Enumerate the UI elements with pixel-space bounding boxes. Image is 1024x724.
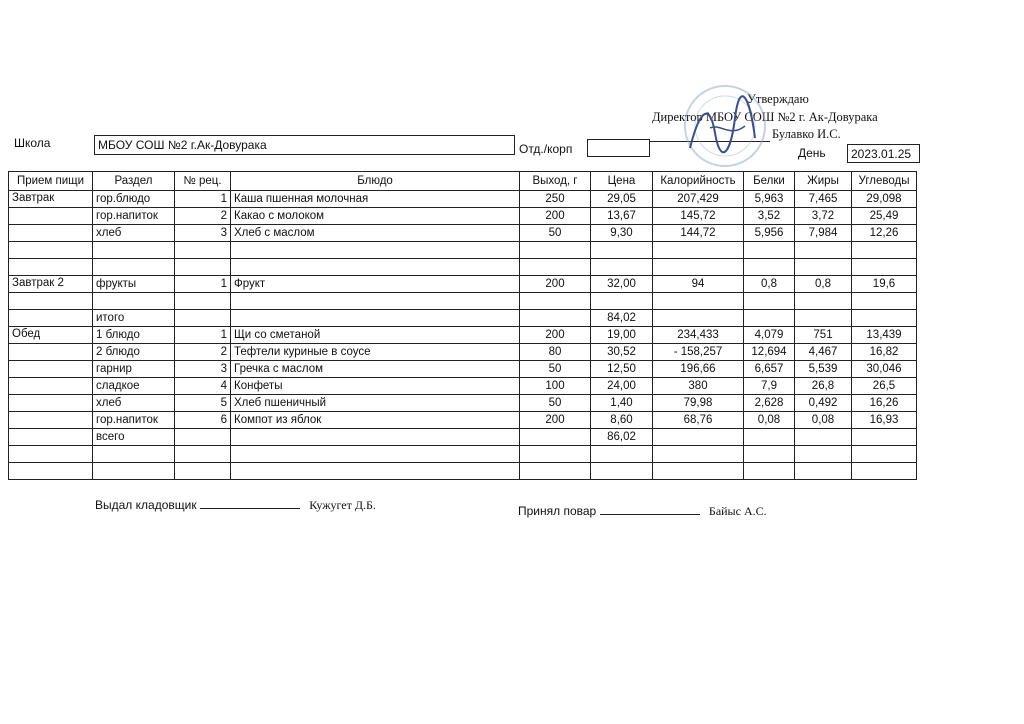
carbs-cell xyxy=(852,429,917,446)
output-cell xyxy=(520,463,591,480)
price-cell: 9,30 xyxy=(591,225,653,242)
proteins-cell: 4,079 xyxy=(744,327,795,344)
section-cell: 2 блюдо xyxy=(93,344,175,361)
carbs-cell: 29,098 xyxy=(852,191,917,208)
calories-cell xyxy=(653,293,744,310)
output-cell xyxy=(520,446,591,463)
recipe-number-cell: 1 xyxy=(175,276,231,293)
dish-cell xyxy=(231,293,520,310)
table-row xyxy=(9,276,917,293)
recipe-number-cell: 3 xyxy=(175,361,231,378)
recipe-number-cell xyxy=(175,293,231,310)
dept-label: Отд./корп xyxy=(519,142,573,156)
dish-cell xyxy=(231,310,520,327)
stamp-signature-icon xyxy=(660,78,780,173)
section-cell xyxy=(93,242,175,259)
recipe-number-cell: 6 xyxy=(175,412,231,429)
recipe-number-cell xyxy=(175,429,231,446)
section-cell xyxy=(93,293,175,310)
output-cell: 50 xyxy=(520,225,591,242)
table-body xyxy=(9,191,917,480)
calories-cell xyxy=(653,259,744,276)
meal-cell xyxy=(9,310,93,327)
meal-cell xyxy=(9,293,93,310)
day-field[interactable]: 2023.01.25 xyxy=(847,144,920,163)
calories-cell: 196,66 xyxy=(653,361,744,378)
section-cell: всего xyxy=(93,429,175,446)
price-cell: 1,40 xyxy=(591,395,653,412)
fats-cell xyxy=(795,463,852,480)
approval-line-3: Булавко И.С. xyxy=(772,127,841,141)
dish-cell: Хлеб с маслом xyxy=(231,225,520,242)
dish-cell: Какао с молоком xyxy=(231,208,520,225)
carbs-cell: 30,046 xyxy=(852,361,917,378)
approval-line-1: Утверждаю xyxy=(747,92,809,106)
table-row xyxy=(9,395,917,412)
col-carbs: Углеводы xyxy=(852,172,917,191)
price-cell xyxy=(591,293,653,310)
meal-cell xyxy=(9,225,93,242)
dish-cell xyxy=(231,446,520,463)
section-cell: гарнир xyxy=(93,361,175,378)
section-cell: 1 блюдо xyxy=(93,327,175,344)
price-cell: 13,67 xyxy=(591,208,653,225)
carbs-cell: 16,93 xyxy=(852,412,917,429)
output-cell xyxy=(520,242,591,259)
meal-cell xyxy=(9,463,93,480)
recipe-number-cell xyxy=(175,242,231,259)
calories-cell: 79,98 xyxy=(653,395,744,412)
fats-cell xyxy=(795,446,852,463)
output-cell: 80 xyxy=(520,344,591,361)
fats-cell: 0,492 xyxy=(795,395,852,412)
fats-cell xyxy=(795,293,852,310)
menu-table xyxy=(8,171,917,480)
proteins-cell xyxy=(744,242,795,259)
meal-cell xyxy=(9,395,93,412)
price-cell: 29,05 xyxy=(591,191,653,208)
proteins-cell xyxy=(744,259,795,276)
fats-cell: 3,72 xyxy=(795,208,852,225)
dish-cell: Фрукт xyxy=(231,276,520,293)
carbs-cell xyxy=(852,446,917,463)
meal-cell xyxy=(9,429,93,446)
output-cell xyxy=(520,429,591,446)
calories-cell xyxy=(653,463,744,480)
recipe-number-cell: 1 xyxy=(175,327,231,344)
output-cell: 50 xyxy=(520,395,591,412)
issued-signature-line xyxy=(200,497,300,509)
proteins-cell xyxy=(744,310,795,327)
calories-cell: 234,433 xyxy=(653,327,744,344)
price-cell: 84,02 xyxy=(591,310,653,327)
fats-cell: 5,539 xyxy=(795,361,852,378)
meal-cell: Завтрак 2 xyxy=(9,276,93,293)
dish-cell xyxy=(231,429,520,446)
proteins-cell: 3,52 xyxy=(744,208,795,225)
col-proteins: Белки xyxy=(744,172,795,191)
meal-cell xyxy=(9,361,93,378)
carbs-cell xyxy=(852,259,917,276)
output-cell: 250 xyxy=(520,191,591,208)
calories-cell xyxy=(653,310,744,327)
carbs-cell: 19,6 xyxy=(852,276,917,293)
output-cell: 100 xyxy=(520,378,591,395)
calories-cell xyxy=(653,429,744,446)
calories-cell: - 158,257 xyxy=(653,344,744,361)
carbs-cell: 25,49 xyxy=(852,208,917,225)
proteins-cell: 5,956 xyxy=(744,225,795,242)
recipe-number-cell xyxy=(175,463,231,480)
issued-by xyxy=(95,497,376,513)
carbs-cell xyxy=(852,293,917,310)
proteins-cell xyxy=(744,293,795,310)
fats-cell: 0,8 xyxy=(795,276,852,293)
meal-cell xyxy=(9,378,93,395)
fats-cell xyxy=(795,259,852,276)
table-row xyxy=(9,310,917,327)
carbs-cell: 13,439 xyxy=(852,327,917,344)
meal-cell xyxy=(9,344,93,361)
calories-cell: 207,429 xyxy=(653,191,744,208)
dept-field[interactable] xyxy=(587,139,650,157)
section-cell: фрукты xyxy=(93,276,175,293)
dish-cell: Гречка с маслом xyxy=(231,361,520,378)
col-recipe: № рец. xyxy=(175,172,231,191)
received-label: Принял повар xyxy=(518,504,597,518)
fats-cell: 7,465 xyxy=(795,191,852,208)
meal-cell xyxy=(9,412,93,429)
fats-cell: 751 xyxy=(795,327,852,344)
fats-cell: 4,467 xyxy=(795,344,852,361)
output-cell: 200 xyxy=(520,208,591,225)
calories-cell xyxy=(653,446,744,463)
dish-cell xyxy=(231,463,520,480)
proteins-cell xyxy=(744,429,795,446)
table-row xyxy=(9,293,917,310)
issued-label: Выдал кладовщик xyxy=(95,498,197,512)
price-cell: 12,50 xyxy=(591,361,653,378)
col-section: Раздел xyxy=(93,172,175,191)
dish-cell: Каша пшенная молочная xyxy=(231,191,520,208)
price-cell xyxy=(591,463,653,480)
price-cell xyxy=(591,446,653,463)
price-cell: 24,00 xyxy=(591,378,653,395)
section-cell: итого xyxy=(93,310,175,327)
recipe-number-cell: 2 xyxy=(175,344,231,361)
issued-name: Кужугет Д.Б. xyxy=(309,498,376,512)
dish-cell: Щи со сметаной xyxy=(231,327,520,344)
table-header-row xyxy=(9,172,917,191)
table-row xyxy=(9,327,917,344)
price-cell: 19,00 xyxy=(591,327,653,344)
col-calories: Калорийность xyxy=(653,172,744,191)
price-cell: 86,02 xyxy=(591,429,653,446)
received-name: Байыс А.С. xyxy=(708,504,767,518)
table-row xyxy=(9,378,917,395)
carbs-cell: 16,82 xyxy=(852,344,917,361)
day-label: День xyxy=(798,146,826,160)
recipe-number-cell: 4 xyxy=(175,378,231,395)
section-cell: гор.напиток xyxy=(93,208,175,225)
carbs-cell: 26,5 xyxy=(852,378,917,395)
meal-cell xyxy=(9,259,93,276)
calories-cell: 144,72 xyxy=(653,225,744,242)
section-cell xyxy=(93,446,175,463)
school-field[interactable]: МБОУ СОШ №2 г.Ак-Довурака xyxy=(94,135,515,155)
school-label: Школа xyxy=(14,136,51,150)
table-row xyxy=(9,259,917,276)
recipe-number-cell: 3 xyxy=(175,225,231,242)
recipe-number-cell: 2 xyxy=(175,208,231,225)
fats-cell xyxy=(795,310,852,327)
dish-cell xyxy=(231,242,520,259)
col-fats: Жиры xyxy=(795,172,852,191)
output-cell: 50 xyxy=(520,361,591,378)
carbs-cell xyxy=(852,242,917,259)
meal-cell: Завтрак xyxy=(9,191,93,208)
proteins-cell: 12,694 xyxy=(744,344,795,361)
carbs-cell xyxy=(852,310,917,327)
output-cell: 200 xyxy=(520,412,591,429)
table-row xyxy=(9,191,917,208)
dish-cell: Конфеты xyxy=(231,378,520,395)
calories-cell: 68,76 xyxy=(653,412,744,429)
meal-cell xyxy=(9,242,93,259)
col-dish: Блюдо xyxy=(231,172,520,191)
table-row xyxy=(9,429,917,446)
recipe-number-cell: 1 xyxy=(175,191,231,208)
table-row xyxy=(9,344,917,361)
table-row xyxy=(9,446,917,463)
table-row xyxy=(9,242,917,259)
price-cell: 30,52 xyxy=(591,344,653,361)
meal-cell xyxy=(9,208,93,225)
carbs-cell xyxy=(852,463,917,480)
received-signature-line xyxy=(600,503,700,515)
proteins-cell: 0,08 xyxy=(744,412,795,429)
col-meal: Прием пищи xyxy=(9,172,93,191)
calories-cell: 94 xyxy=(653,276,744,293)
proteins-cell: 7,9 xyxy=(744,378,795,395)
recipe-number-cell xyxy=(175,310,231,327)
calories-cell: 145,72 xyxy=(653,208,744,225)
section-cell: хлеб xyxy=(93,225,175,242)
table-row xyxy=(9,463,917,480)
table-row xyxy=(9,225,917,242)
price-cell: 32,00 xyxy=(591,276,653,293)
meal-cell xyxy=(9,446,93,463)
output-cell xyxy=(520,310,591,327)
recipe-number-cell xyxy=(175,259,231,276)
section-cell xyxy=(93,463,175,480)
section-cell: сладкое xyxy=(93,378,175,395)
output-cell: 200 xyxy=(520,276,591,293)
section-cell xyxy=(93,259,175,276)
proteins-cell xyxy=(744,463,795,480)
proteins-cell: 0,8 xyxy=(744,276,795,293)
received-by xyxy=(518,503,767,519)
approval-line-2: Директор МБОУ СОШ №2 г. Ак-Довурака xyxy=(652,110,878,124)
output-cell: 200 xyxy=(520,327,591,344)
dish-cell: Хлеб пшеничный xyxy=(231,395,520,412)
output-cell xyxy=(520,259,591,276)
table-row xyxy=(9,412,917,429)
section-cell: гор.напиток xyxy=(93,412,175,429)
col-output: Выход, г xyxy=(520,172,591,191)
meal-cell: Обед xyxy=(9,327,93,344)
proteins-cell: 5,963 xyxy=(744,191,795,208)
dish-cell: Компот из яблок xyxy=(231,412,520,429)
calories-cell: 380 xyxy=(653,378,744,395)
fats-cell: 7,984 xyxy=(795,225,852,242)
output-cell xyxy=(520,293,591,310)
dish-cell: Тефтели куриные в соусе xyxy=(231,344,520,361)
proteins-cell: 6,657 xyxy=(744,361,795,378)
proteins-cell xyxy=(744,446,795,463)
price-cell xyxy=(591,259,653,276)
carbs-cell: 12,26 xyxy=(852,225,917,242)
recipe-number-cell: 5 xyxy=(175,395,231,412)
section-cell: хлеб xyxy=(93,395,175,412)
table-row xyxy=(9,361,917,378)
col-price: Цена xyxy=(591,172,653,191)
fats-cell xyxy=(795,242,852,259)
price-cell xyxy=(591,242,653,259)
recipe-number-cell xyxy=(175,446,231,463)
fats-cell: 26,8 xyxy=(795,378,852,395)
table-row xyxy=(9,208,917,225)
dish-cell xyxy=(231,259,520,276)
calories-cell xyxy=(653,242,744,259)
fats-cell: 0,08 xyxy=(795,412,852,429)
proteins-cell: 2,628 xyxy=(744,395,795,412)
fats-cell xyxy=(795,429,852,446)
section-cell: гор.блюдо xyxy=(93,191,175,208)
carbs-cell: 16,26 xyxy=(852,395,917,412)
price-cell: 8,60 xyxy=(591,412,653,429)
